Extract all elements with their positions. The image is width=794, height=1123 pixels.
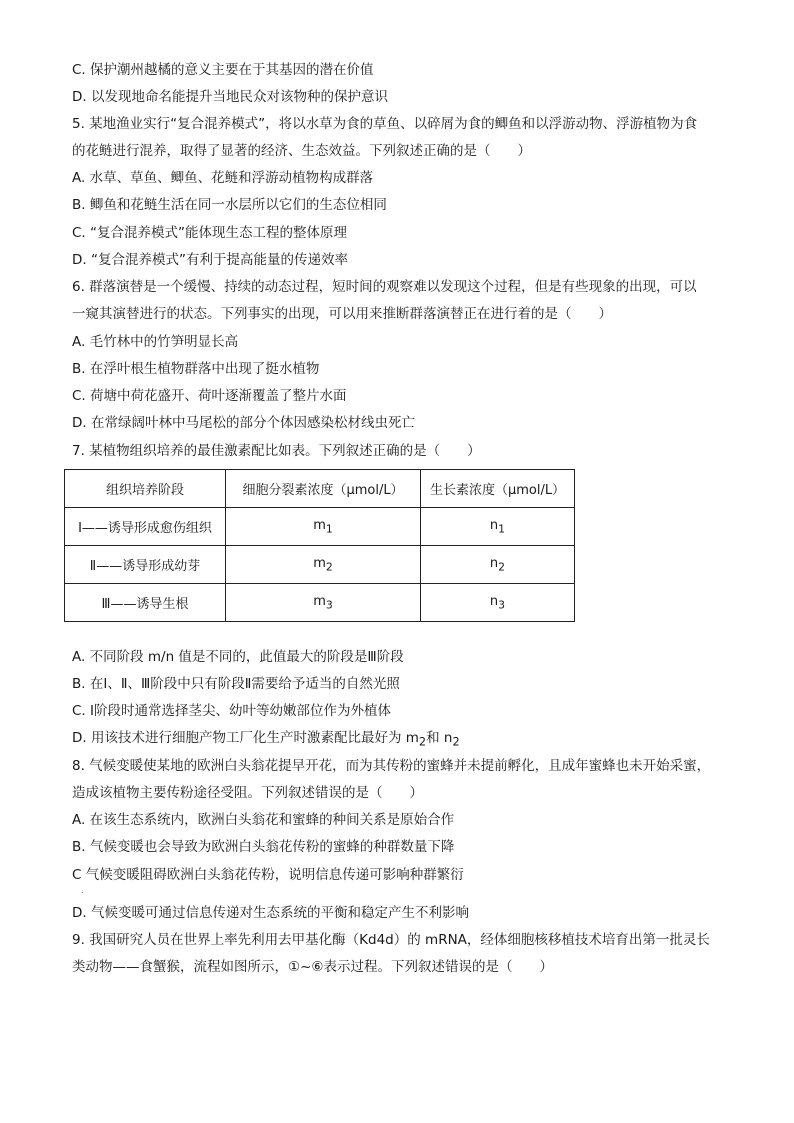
table-cell-stage: Ⅲ——诱导生根 — [65, 584, 226, 622]
question-5-stem-line2: 的花鲢进行混养，取得了显著的经济、生态效益。下列叙述正确的是（ ） — [72, 143, 531, 159]
option-d-text: D. 以发现地命名能提升当地民众对该物种的保护意识 — [72, 89, 388, 105]
table-row — [65, 546, 575, 584]
question-7-option-a: A. 不同阶段 m/n 值是不同的，此值最大的阶段是Ⅲ阶段 — [72, 649, 404, 665]
question-6-option-d: D. 在常绿阔叶林中马尾松的部分个体因感染松材线虫死亡 — [72, 415, 415, 431]
question-8-option-c: C 气候变暖阻碍欧洲白头翁花传粉，说明信息传递可影响种群繁衍 — [72, 867, 464, 883]
question-8-stem-line1: 8. 气候变暖使某地的欧洲白头翁花提早开花，而为其传粉的蜜蜂并未提前孵化，且成年蜜蜂也未开始采蜜， — [72, 758, 711, 774]
table-cell-stage: Ⅱ——诱导形成幼芽 — [65, 546, 226, 584]
table-cell-auxin: $n_2$ — [421, 546, 575, 584]
question-5-option-c: C. “复合混养模式”能体现生态工程的整体原理 — [72, 225, 347, 241]
table-cell-cytokinin: $m_1$ — [226, 508, 421, 546]
question-5-option-b: B. 鲫鱼和花鲢生活在同一水层所以它们的生态位相同 — [72, 197, 387, 213]
question-9-stem-line2: 类动物——食蟹猴，流程如图所示，①~⑥表示过程。下列叙述错误的是（ ） — [72, 959, 554, 975]
question-8-option-a: A. 在该生态系统内，欧洲白头翁花和蜜蜂的种间关系是原始合作 — [72, 812, 455, 828]
table-row — [65, 584, 575, 622]
question-8-stem-line2: 造成该植物主要传粉途径受阻。下列叙述错误的是（ ） — [72, 785, 423, 801]
question-7-stem: 7. 某植物组织培养的最佳激素配比如表。下列叙述正确的是（ ） — [72, 443, 481, 459]
table-cell-stage: Ⅰ——诱导形成愈伤组织 — [65, 508, 226, 546]
table-header-auxin: 生长素浓度（μmol/L） — [421, 470, 575, 508]
question-5-stem-line1: 5. 某地渔业实行“复合混养模式”，将以水草为食的草鱼、以碎屑为食的鲫鱼和以浮游动物、浮游植物为食 — [72, 116, 698, 132]
question-8-option-d: D. 气候变暖可通过信息传递对生态系统的平衡和稳定产生不利影响 — [72, 905, 469, 921]
table-header-stage: 组织培养阶段 — [65, 470, 226, 508]
question-6-option-b: B. 在浮叶根生植物群落中出现了挺水植物 — [72, 361, 320, 377]
question-6-option-c: C. 荷塘中荷花盛开、荷叶逐渐覆盖了整片水面 — [72, 388, 347, 404]
table-header-cytokinin: 细胞分裂素浓度（μmol/L） — [226, 470, 421, 508]
question-6-stem-line1: 6. 群落演替是一个缓慢、持续的动态过程，短时间的观察难以发现这个过程，但是有些现象的出现，可以 — [72, 279, 697, 295]
table-cell-cytokinin: $m_3$ — [226, 584, 421, 622]
hormone-ratio-table — [64, 469, 575, 622]
table-cell-auxin: $n_3$ — [421, 584, 575, 622]
table-header-row — [65, 470, 575, 508]
question-7-option-b: B. 在Ⅰ、Ⅱ、Ⅲ阶段中只有阶段Ⅱ需要给予适当的自然光照 — [72, 676, 400, 692]
question-6-option-a: A. 毛竹林中的竹笋明显长高 — [72, 334, 239, 350]
question-8-option-b: B. 气候变暖也会导致为欧洲白头翁花传粉的蜜蜂的种群数量下降 — [72, 839, 455, 855]
question-5-option-a: A. 水草、草鱼、鲫鱼、花鲢和浮游动植物构成群落 — [72, 170, 374, 186]
option-c-text: C. 保护潮州越橘的意义主要在于其基因的潜在价值 — [72, 62, 374, 78]
question-9-stem-line1: 9. 我国研究人员在世界上率先利用去甲基化酶（Kd4d）的 mRNA，经体细胞核移植技术培育出第一批灵长 — [72, 932, 710, 948]
table-cell-auxin: $n_1$ — [421, 508, 575, 546]
table-cell-cytokinin: $m_2$ — [226, 546, 421, 584]
stray-dot: . — [81, 886, 84, 895]
table-row — [65, 508, 575, 546]
question-7-option-c: C. Ⅰ阶段时通常选择茎尖、幼叶等幼嫩部位作为外植体 — [72, 703, 391, 719]
question-6-stem-line2: 一窥其演替进行的状态。下列事实的出现，可以用来推断群落演替正在进行着的是（ ） — [72, 306, 612, 322]
question-5-option-d: D. “复合混养模式”有利于提高能量的传递效率 — [72, 252, 348, 268]
question-7-option-d: D. 用该技术进行细胞产物工厂化生产时激素配比最好为 $m_2$和 $n_2$ — [72, 730, 460, 749]
